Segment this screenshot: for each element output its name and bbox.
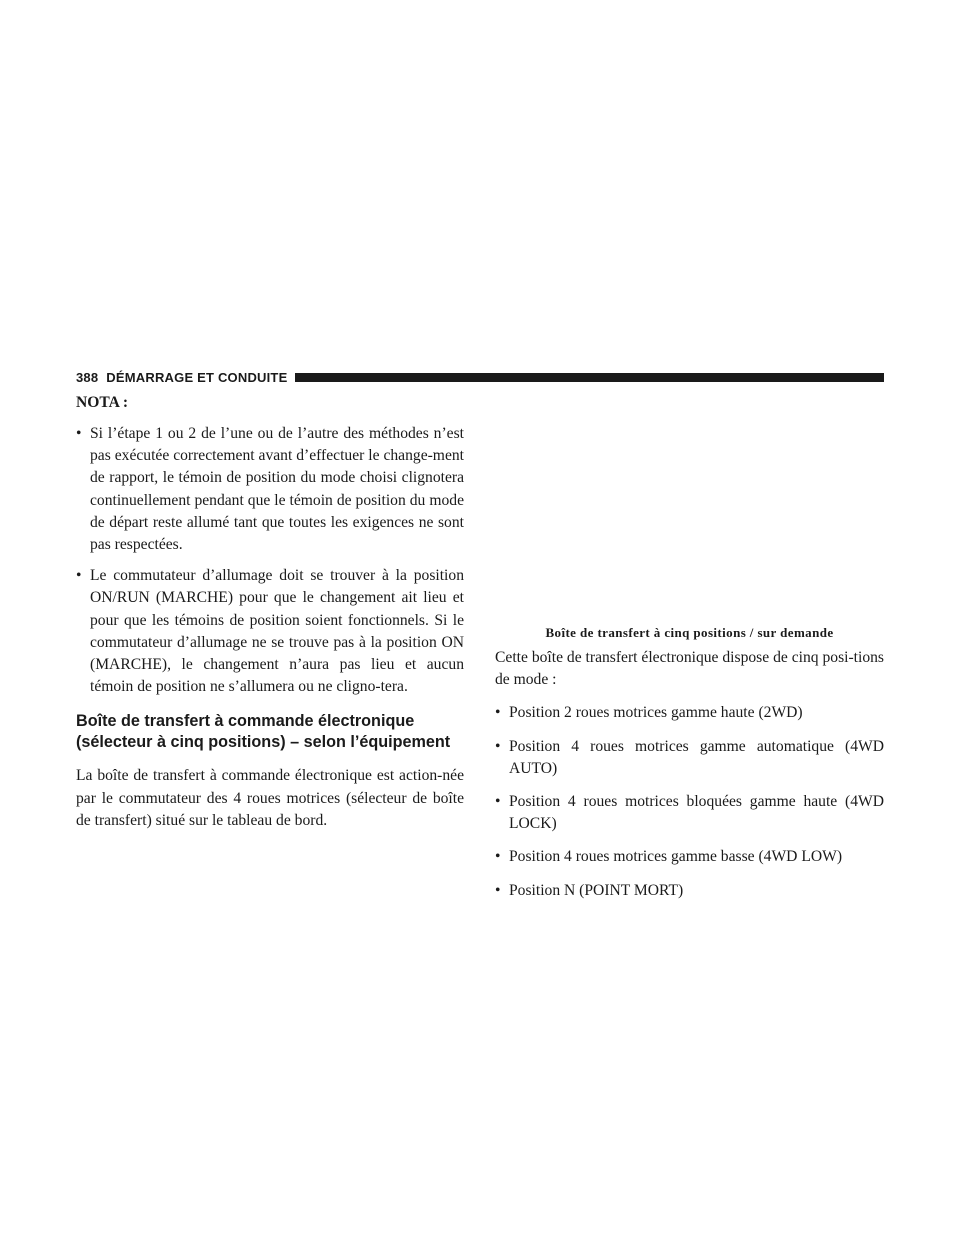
note-bullet-item: • Le commutateur d’allumage doit se trouver à la position ON/RUN (MARCHE) pour que le changement ait lieu et pour que les témoins de position soient fonctionnels. Si le commutateur d’allumage ne se trouve pas à la position ON (MARCHE), le changement n’aura pas lieu et aucun témoin de position ne s’allumera ou ne cligno-tera.	[76, 565, 464, 698]
note-bullet-list	[76, 423, 464, 698]
note-bullet-item: • Si l’étape 1 ou 2 de l’une ou de l’autre des méthodes n’est pas exécutée correctement avant d’effectuer le change-ment de rapport, le témoin de position du mode choisi clignotera continuellement pendant que le témoin de position du mode de départ reste allumé tant que toutes les exigences ne sont pas respectées.	[76, 423, 464, 556]
positions-intro: Cette boîte de transfert électronique dispose de cinq posi-tions de mode :	[495, 649, 884, 689]
section-heading	[76, 711, 464, 753]
figure-placeholder	[495, 392, 884, 624]
header-rule	[295, 373, 884, 382]
position-item: • Position 4 roues motrices gamme basse (4WD LOW)	[495, 846, 884, 868]
left-column	[76, 392, 464, 832]
right-column	[495, 392, 884, 913]
position-item: • Position 2 roues motrices gamme haute (2WD)	[495, 702, 884, 724]
position-item: • Position 4 roues motrices gamme automatique (4WD AUTO)	[495, 736, 884, 780]
note-label: NOTA :	[76, 394, 129, 411]
chapter-title: DÉMARRAGE ET CONDUITE	[106, 369, 288, 385]
figure-caption: Boîte de transfert à cinq positions / sur demande	[545, 625, 834, 640]
position-item: • Position 4 roues motrices bloquées gamme haute (4WD LOCK)	[495, 791, 884, 835]
position-item: • Position N (POINT MORT)	[495, 880, 884, 902]
page-number: 388	[76, 369, 99, 385]
running-header	[76, 369, 884, 385]
section-heading-line: (sélecteur à cinq positions) – selon l’équipement	[76, 733, 451, 752]
section-heading-line: Boîte de transfert à commande électronique	[76, 712, 415, 731]
positions-list	[495, 702, 884, 901]
section-paragraph: La boîte de transfert à commande électronique est action-née par le commutateur des 4 roues motrices (sélecteur de boîte de transfert) situé sur le tableau de bord.	[76, 767, 464, 829]
